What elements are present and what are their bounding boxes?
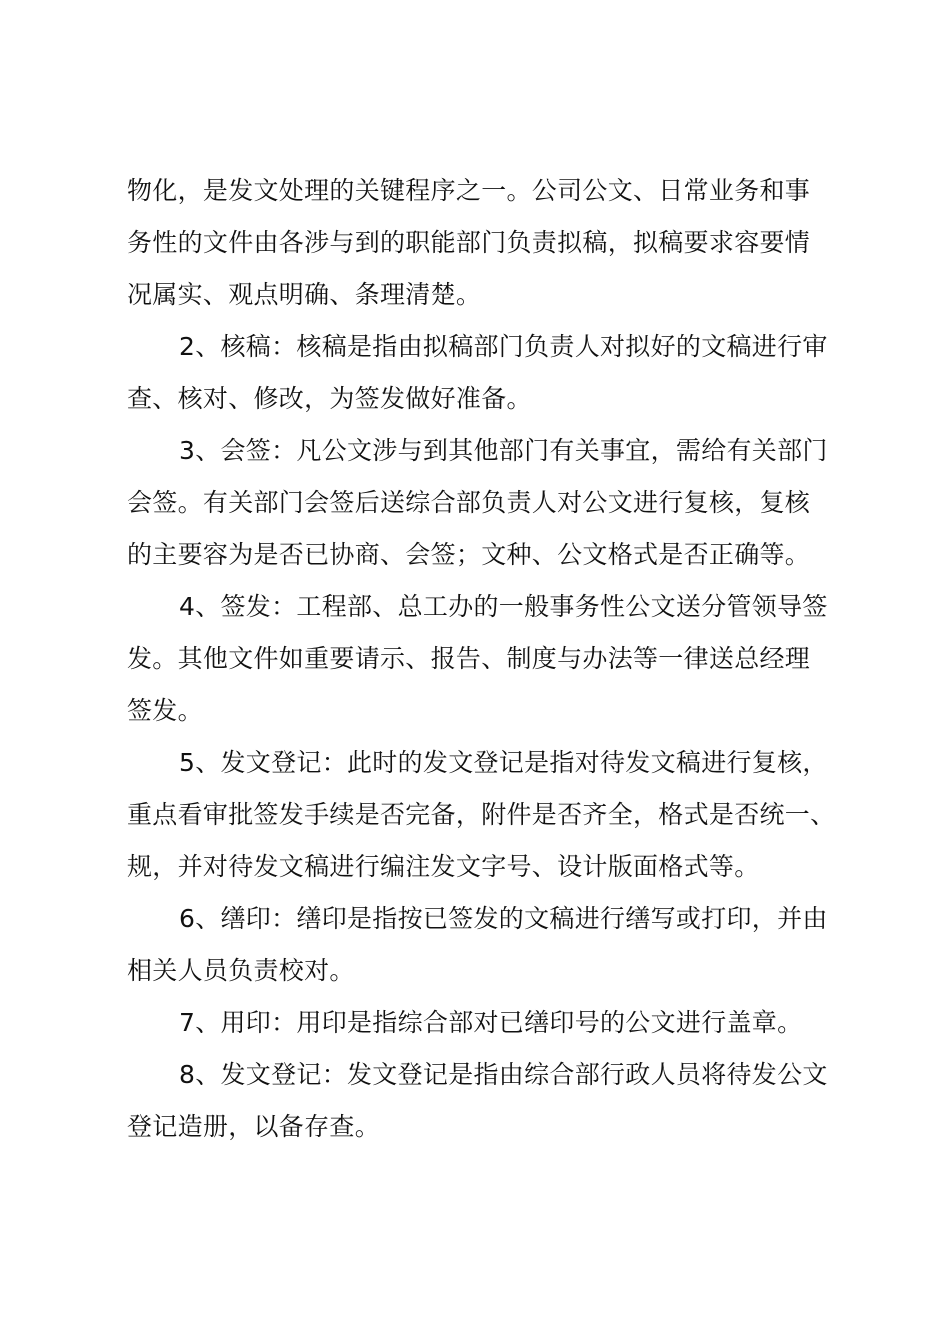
text-line: 查、核对、修改，为签发做好准备。 — [127, 384, 532, 413]
text-line: 况属实、观点明确、条理清楚。 — [127, 280, 482, 309]
paragraph-start-line: 4、签发：工程部、总工办的一般事务性公文送分管领导签 — [179, 592, 828, 621]
paragraph-start-line: 8、发文登记：发文登记是指由综合部行政人员将待发公文 — [179, 1060, 828, 1089]
text-line: 签发。 — [127, 696, 203, 725]
text-line: 重点看审批签发手续是否完备，附件是否齐全，格式是否统一、 — [127, 800, 836, 829]
text-line: 物化，是发文处理的关键程序之一。公司公文、日常业务和事 — [127, 176, 811, 205]
text-line: 的主要容为是否已协商、会签；文种、公文格式是否正确等。 — [127, 540, 811, 569]
text-line: 发。其他文件如重要请示、报告、制度与办法等一律送总经理 — [127, 644, 811, 673]
text-line: 会签。有关部门会签后送综合部负责人对公文进行复核，复核 — [127, 488, 811, 517]
document-body — [127, 165, 847, 1153]
text-line: 务性的文件由各涉与到的职能部门负责拟稿，拟稿要求容要情 — [127, 228, 811, 257]
text-line: 登记造册，以备存查。 — [127, 1112, 381, 1141]
paragraph-start-line: 5、发文登记：此时的发文登记是指对待发文稿进行复核， — [179, 748, 828, 777]
paragraph-start-line: 7、用印：用印是指综合部对已缮印号的公文进行盖章。 — [179, 1008, 803, 1037]
text-line: 相关人员负责校对。 — [127, 956, 355, 985]
text-line: 规，并对待发文稿进行编注发文字号、设计版面格式等。 — [127, 852, 760, 881]
paragraph-start-line: 2、核稿：核稿是指由拟稿部门负责人对拟好的文稿进行审 — [179, 332, 828, 361]
paragraph-start-line: 6、缮印：缮印是指按已签发的文稿进行缮写或打印，并由 — [179, 904, 828, 933]
paragraph-start-line: 3、会签：凡公文涉与到其他部门有关事宜，需给有关部门 — [179, 436, 828, 465]
